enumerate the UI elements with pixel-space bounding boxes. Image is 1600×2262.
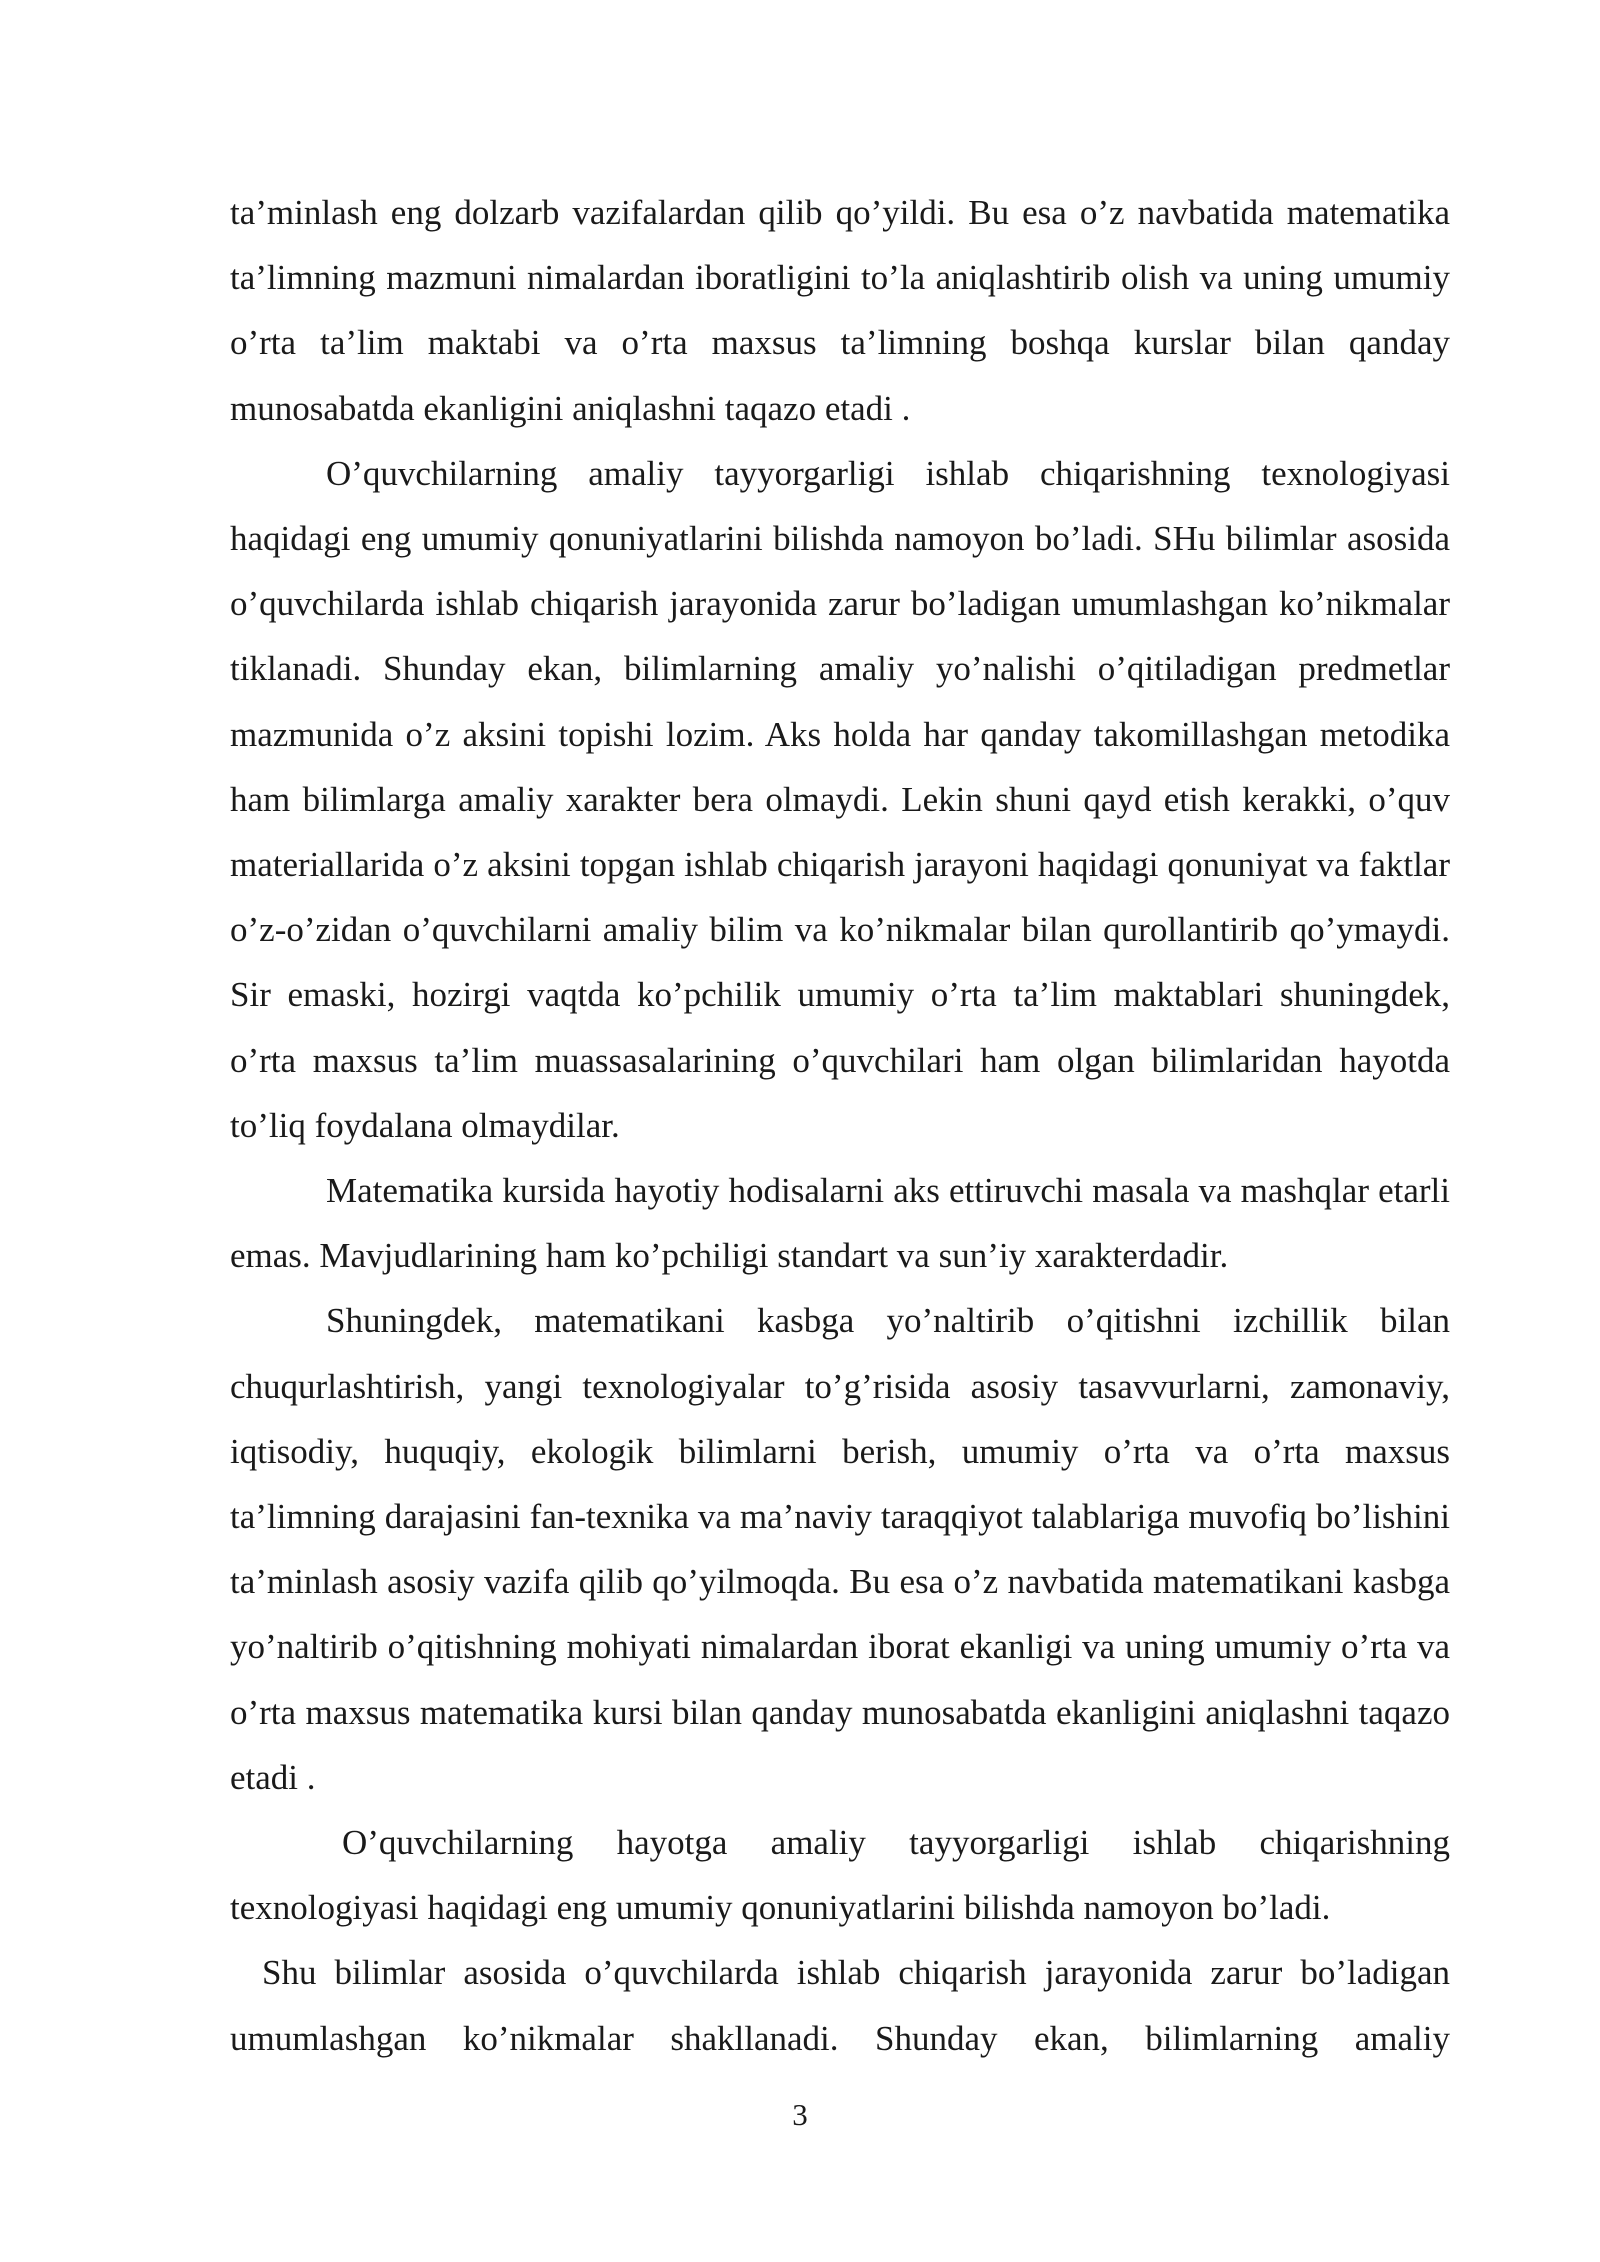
paragraph-6: Shu bilimlar asosida o’quvchilarda ishlab chiqarish jarayonida zarur bo’ladigan umumlashgan ko’nikmalar shakllanadi. Shunday ekan, bilimlarning amaliy	[230, 1953, 1450, 2058]
paragraph-1: ta’minlash eng dolzarb vazifalardan qilib qo’yildi. Bu esa o’z navbatida matematika ta’limning mazmuni nimalardan iboratligini to’la aniqlashtirib olish va uning umumiy o’rta ta’lim maktabi va o’rta maxsus ta’limning boshqa kurslar bilan qanday munosabatda ekanligini aniqlashni taqazo etadi .	[230, 193, 1450, 428]
body-text	[230, 180, 1450, 2071]
page-number: 3	[792, 2097, 808, 2132]
paragraph-2: O’quvchilarning amaliy tayyorgarligi ishlab chiqarishning texnologiyasi haqidagi eng umumiy qonuniyatlarini bilishda namoyon bo’ladi. SHu bilimlar asosida o’quvchilarda ishlab chiqarish jarayonida zarur bo’ladigan umumlashgan ko’nikmalar tiklanadi. Shunday ekan, bilimlarning amaliy yo’nalishi o’qitiladigan predmetlar mazmunida o’z aksini topishi lozim. Aks holda har qanday takomillashgan metodika ham bilimlarga amaliy xarakter bera olmaydi. Lekin shuni qayd etish kerakki, o’quv materiallarida o’z aksini topgan ishlab chiqarish jarayoni haqidagi qonuniyat va faktlar o’z-o’zidan o’quvchilarni amaliy bilim va ko’nikmalar bilan qurollantirib qo’ymaydi. Sir emaski, hozirgi vaqtda ko’pchilik umumiy o’rta ta’lim maktablari shuningdek, o’rta maxsus ta’lim muassasalarining o’quvchilari ham olgan bilimlaridan hayotda to’liq foydalana olmaydilar.	[230, 453, 1450, 1145]
paragraph-3: Matematika kursida hayotiy hodisalarni aks ettiruvchi masala va mashqlar etarli emas. Mavjudlarining ham ko’pchiligi standart va sun’iy xarakterdadir.	[230, 1171, 1450, 1276]
paragraph-4: Shuningdek, matematikani kasbga yo’naltirib o’qitishni izchillik bilan chuqurlashtirish, yangi texnologiyalar to’g’risida asosiy tasavvurlarni, zamonaviy, iqtisodiy, huquqiy, ekologik bilimlarni berish, umumiy o’rta va o’rta maxsus ta’limning darajasini fan-texnika va ma’naviy taraqqiyot talablariga muvofiq bo’lishini ta’minlash asosiy vazifa qilib qo’yilmoqda. Bu esa o’z navbatida matematikani kasbga yo’naltirib o’qitishning mohiyati nimalardan iborat ekanligi va uning umumiy o’rta va o’rta maxsus matematika kursi bilan qanday munosabatda ekanligini aniqlashni taqazo etadi .	[230, 1301, 1450, 1797]
paragraph-5: O’quvchilarning hayotga amaliy tayyorgarligi ishlab chiqarishning texnologiyasi haqidagi eng umumiy qonuniyatlarini bilishda namoyon bo’ladi.	[230, 1823, 1450, 1928]
